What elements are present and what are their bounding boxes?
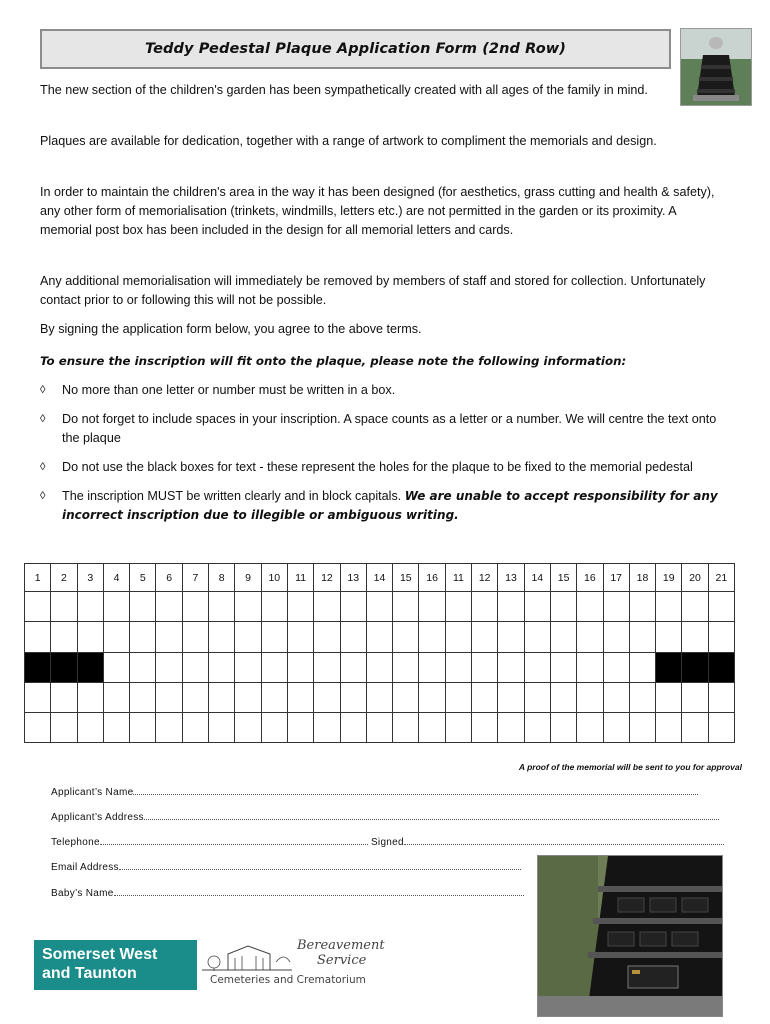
- letter-box-cell[interactable]: [498, 713, 524, 743]
- bullet-text: Do not forget to include spaces in your inscription. A space counts as a letter or a number. We will centre the text onto the plaque: [62, 412, 717, 445]
- letter-box-cell[interactable]: [393, 592, 419, 622]
- letter-box-cell[interactable]: [25, 713, 51, 743]
- letter-box-cell[interactable]: [708, 713, 734, 743]
- letter-box-cell[interactable]: [156, 682, 182, 712]
- letter-box-cell[interactable]: [629, 682, 655, 712]
- info-heading: To ensure the inscription will fit onto the plaque, please note the following information:: [40, 354, 627, 368]
- letter-box-cell[interactable]: [156, 652, 182, 682]
- letter-box-cell[interactable]: [708, 682, 734, 712]
- email-field[interactable]: [51, 860, 521, 873]
- email-label: Email Address: [51, 862, 119, 873]
- letter-box-cell[interactable]: [393, 652, 419, 682]
- letter-box-cell[interactable]: [314, 682, 340, 712]
- letter-box-cell[interactable]: [577, 592, 603, 622]
- letter-box-cell[interactable]: [708, 622, 734, 652]
- fixing-hole-cell: [77, 652, 103, 682]
- letter-box-cell[interactable]: [314, 622, 340, 652]
- diamond-icon: ◊: [40, 490, 46, 502]
- grid-row: [25, 592, 735, 622]
- letter-box-cell[interactable]: [550, 622, 576, 652]
- bullet-list: [40, 381, 730, 535]
- letter-box-cell[interactable]: [393, 622, 419, 652]
- grid-column-number: 18: [629, 564, 655, 592]
- telephone-label: Telephone: [51, 837, 100, 848]
- letter-box-cell[interactable]: [287, 622, 313, 652]
- cemeteries-text: Cemeteries and Crematorium: [210, 974, 366, 986]
- letter-box-cell[interactable]: [51, 592, 77, 622]
- letter-box-cell[interactable]: [419, 592, 445, 622]
- letter-box-cell[interactable]: [472, 713, 498, 743]
- applicant-address-field[interactable]: [51, 810, 719, 823]
- letter-box-cell[interactable]: [682, 713, 708, 743]
- letter-box-cell[interactable]: [656, 713, 682, 743]
- letter-box-cell[interactable]: [524, 592, 550, 622]
- logo-line-2: and Taunton: [42, 965, 137, 982]
- bullet-text: Do not use the black boxes for text - these represent the holes for the plaque to be fixed to the memorial pedestal: [62, 460, 693, 474]
- applicant-address-line[interactable]: [144, 810, 719, 820]
- letter-box-cell[interactable]: [235, 592, 261, 622]
- grid-column-number: 16: [419, 564, 445, 592]
- letter-box-cell[interactable]: [472, 592, 498, 622]
- letter-box-cell[interactable]: [51, 622, 77, 652]
- letter-box-cell[interactable]: [393, 713, 419, 743]
- letter-box-cell[interactable]: [209, 713, 235, 743]
- letter-box-cell[interactable]: [603, 652, 629, 682]
- grid-column-number: 16: [577, 564, 603, 592]
- bereavement-text: Bereavement: [297, 938, 385, 953]
- letter-box-cell[interactable]: [209, 652, 235, 682]
- letter-box-cell[interactable]: [209, 622, 235, 652]
- letter-box-cell[interactable]: [182, 682, 208, 712]
- letter-box-cell[interactable]: [603, 682, 629, 712]
- applicant-name-field[interactable]: [51, 785, 698, 798]
- letter-box-cell[interactable]: [629, 592, 655, 622]
- letter-box-cell[interactable]: [340, 622, 366, 652]
- grid-column-number: 19: [656, 564, 682, 592]
- letter-box-cell[interactable]: [445, 592, 471, 622]
- letter-box-cell[interactable]: [419, 713, 445, 743]
- signed-label: Signed: [370, 837, 404, 848]
- grid-header-row: [25, 564, 735, 592]
- letter-box-cell[interactable]: [235, 622, 261, 652]
- diamond-icon: ◊: [40, 384, 46, 396]
- letter-box-cell[interactable]: [182, 713, 208, 743]
- grid-row: [25, 682, 735, 712]
- diamond-icon: ◊: [40, 461, 46, 473]
- letter-box-cell[interactable]: [235, 652, 261, 682]
- bullet-emphasis: We are unable to accept responsibility for any incorrect inscription due to illegible or ambiguous writing.: [62, 489, 718, 522]
- letter-box-cell[interactable]: [314, 592, 340, 622]
- grid-column-number: 15: [393, 564, 419, 592]
- letter-box-cell[interactable]: [656, 592, 682, 622]
- letter-box-cell[interactable]: [103, 622, 129, 652]
- telephone-line[interactable]: [100, 835, 368, 845]
- letter-box-cell[interactable]: [524, 682, 550, 712]
- letter-box-cell[interactable]: [103, 713, 129, 743]
- telephone-field[interactable]: [51, 835, 724, 848]
- letter-box-cell[interactable]: [550, 713, 576, 743]
- grid-column-number: 13: [498, 564, 524, 592]
- letter-box-cell[interactable]: [103, 682, 129, 712]
- grid-column-number: 20: [682, 564, 708, 592]
- grid-column-number: 12: [314, 564, 340, 592]
- letter-box-cell[interactable]: [182, 652, 208, 682]
- letter-box-cell[interactable]: [472, 652, 498, 682]
- letter-box-cell[interactable]: [708, 592, 734, 622]
- letter-box-cell[interactable]: [156, 592, 182, 622]
- bullet-item: [40, 381, 730, 400]
- letter-box-cell[interactable]: [366, 713, 392, 743]
- letter-box-cell[interactable]: [366, 592, 392, 622]
- letter-box-cell[interactable]: [261, 682, 287, 712]
- applicant-name-line[interactable]: [133, 785, 698, 795]
- letter-box-cell[interactable]: [182, 592, 208, 622]
- service-text: Service: [317, 953, 367, 968]
- letter-box-cell[interactable]: [603, 592, 629, 622]
- grid-row: [25, 652, 735, 682]
- intro-paragraph-3: In order to maintain the children's area in the way it has been designed (for aesthetics, grass cutting and health & safety), any other form of memorialisation (trinkets, windmills, letters etc.) are not permitted in the garden or its proximity. A memorial post box has been included in the design for all memorial letters and cards.: [40, 185, 715, 237]
- letter-box-cell[interactable]: [51, 682, 77, 712]
- grid-column-number: 10: [261, 564, 287, 592]
- letter-box-cell[interactable]: [419, 682, 445, 712]
- letter-box-cell[interactable]: [130, 652, 156, 682]
- applicant-address-label: Applicant’s Address: [51, 812, 144, 823]
- letter-box-cell[interactable]: [261, 713, 287, 743]
- grid-column-number: 11: [445, 564, 471, 592]
- letter-box-cell[interactable]: [445, 652, 471, 682]
- pedestal-photo: [537, 855, 723, 1017]
- letter-box-cell[interactable]: [287, 682, 313, 712]
- grid-column-number: 14: [524, 564, 550, 592]
- intro-paragraph-1: The new section of the children's garden has been sympathetically created with all ages of the family in mind.: [40, 83, 648, 97]
- bullet-text: [62, 487, 730, 525]
- bullet-item: [40, 410, 730, 448]
- bullet-item: [40, 487, 730, 525]
- letter-box-cell[interactable]: [682, 682, 708, 712]
- fixing-hole-cell: [51, 652, 77, 682]
- fixing-hole-cell: [656, 652, 682, 682]
- letter-box-cell[interactable]: [524, 713, 550, 743]
- letter-box-cell[interactable]: [130, 592, 156, 622]
- letter-box-cell[interactable]: [629, 713, 655, 743]
- proof-note: A proof of the memorial will be sent to you for approval: [518, 762, 742, 772]
- bullet-text-plain: The inscription MUST be written clearly and in block capitals.: [62, 489, 402, 503]
- letter-box-cell[interactable]: [261, 592, 287, 622]
- grid-column-number: 11: [287, 564, 313, 592]
- letter-box-cell[interactable]: [25, 682, 51, 712]
- letter-box-cell[interactable]: [287, 652, 313, 682]
- grid-column-number: 9: [235, 564, 261, 592]
- building-icon: [200, 940, 295, 974]
- letter-box-cell[interactable]: [235, 682, 261, 712]
- letter-box-cell[interactable]: [340, 592, 366, 622]
- grid-column-number: 5: [130, 564, 156, 592]
- letter-box-cell[interactable]: [340, 682, 366, 712]
- page-title: Teddy Pedestal Plaque Application Form (2nd Row): [144, 41, 566, 57]
- letter-box-cell[interactable]: [550, 592, 576, 622]
- letter-box-cell[interactable]: [156, 713, 182, 743]
- applicant-name-label: Applicant’s Name: [51, 787, 134, 798]
- grid-column-number: 15: [550, 564, 576, 592]
- letter-box-cell[interactable]: [656, 682, 682, 712]
- letter-box-cell[interactable]: [629, 622, 655, 652]
- letter-box-cell[interactable]: [682, 622, 708, 652]
- letter-box-cell[interactable]: [340, 713, 366, 743]
- letter-box-cell[interactable]: [366, 622, 392, 652]
- letter-box-cell[interactable]: [287, 713, 313, 743]
- letter-box-cell[interactable]: [340, 652, 366, 682]
- letter-box-cell[interactable]: [682, 592, 708, 622]
- letter-box-cell[interactable]: [156, 622, 182, 652]
- grid-row: [25, 713, 735, 743]
- letter-box-cell[interactable]: [209, 592, 235, 622]
- bullet-item: [40, 458, 730, 477]
- letter-box-cell[interactable]: [472, 682, 498, 712]
- letter-box-cell[interactable]: [629, 652, 655, 682]
- grid-column-number: 17: [603, 564, 629, 592]
- fixing-hole-cell: [708, 652, 734, 682]
- letter-box-cell[interactable]: [103, 592, 129, 622]
- letter-box-cell[interactable]: [130, 622, 156, 652]
- grid-column-number: 7: [182, 564, 208, 592]
- intro-paragraph-4: Any additional memorialisation will immediately be removed by members of staff and stored for collection. Unfortunately contact prior to or following this will not be possible.: [40, 274, 706, 307]
- letter-box-cell[interactable]: [656, 622, 682, 652]
- intro-paragraph-5: By signing the application form below, you agree to the above terms.: [40, 322, 422, 336]
- email-line[interactable]: [119, 860, 521, 870]
- letter-box-cell[interactable]: [209, 682, 235, 712]
- grid-row: [25, 622, 735, 652]
- letter-box-cell[interactable]: [261, 652, 287, 682]
- letter-box-cell[interactable]: [393, 682, 419, 712]
- letter-box-cell[interactable]: [445, 713, 471, 743]
- letter-box-cell[interactable]: [130, 713, 156, 743]
- signed-line[interactable]: [404, 835, 724, 845]
- letter-box-cell[interactable]: [77, 682, 103, 712]
- letter-box-cell[interactable]: [366, 652, 392, 682]
- letter-box-cell[interactable]: [498, 682, 524, 712]
- bereavement-service-logo: [200, 940, 390, 990]
- letter-box-cell[interactable]: [498, 622, 524, 652]
- letter-box-cell[interactable]: [577, 652, 603, 682]
- letter-box-cell[interactable]: [314, 713, 340, 743]
- letter-box-cell[interactable]: [419, 652, 445, 682]
- letter-box-cell[interactable]: [77, 713, 103, 743]
- letter-box-cell[interactable]: [235, 713, 261, 743]
- letter-box-cell[interactable]: [577, 682, 603, 712]
- letter-box-cell[interactable]: [498, 592, 524, 622]
- letter-box-cell[interactable]: [130, 682, 156, 712]
- letter-box-cell[interactable]: [445, 622, 471, 652]
- fixing-hole-cell: [25, 652, 51, 682]
- grid-column-number: 6: [156, 564, 182, 592]
- somerset-west-logo: [34, 940, 197, 990]
- letter-box-cell[interactable]: [550, 682, 576, 712]
- grid-column-number: 4: [103, 564, 129, 592]
- letter-box-cell[interactable]: [603, 622, 629, 652]
- diamond-icon: ◊: [40, 413, 46, 425]
- letter-box-cell[interactable]: [445, 682, 471, 712]
- letter-box-cell[interactable]: [524, 652, 550, 682]
- letter-box-cell[interactable]: [261, 622, 287, 652]
- letter-box-cell[interactable]: [182, 622, 208, 652]
- letter-box-cell[interactable]: [366, 682, 392, 712]
- logo-line-1: Somerset West: [42, 946, 158, 963]
- grid-column-number: 3: [77, 564, 103, 592]
- letter-box-cell[interactable]: [603, 713, 629, 743]
- letter-box-cell[interactable]: [25, 592, 51, 622]
- letter-box-cell[interactable]: [419, 622, 445, 652]
- grid-column-number: 21: [708, 564, 734, 592]
- letter-box-cell[interactable]: [550, 652, 576, 682]
- bullet-text: No more than one letter or number must be written in a box.: [62, 383, 396, 397]
- letter-box-cell[interactable]: [577, 622, 603, 652]
- letter-box-cell[interactable]: [103, 652, 129, 682]
- letter-box-cell[interactable]: [524, 622, 550, 652]
- letter-box-cell[interactable]: [314, 652, 340, 682]
- letter-box-cell[interactable]: [77, 622, 103, 652]
- grid-column-number: 2: [51, 564, 77, 592]
- letter-box-cell[interactable]: [577, 713, 603, 743]
- grid-column-number: 13: [340, 564, 366, 592]
- letter-box-cell[interactable]: [287, 592, 313, 622]
- grid-column-number: 1: [25, 564, 51, 592]
- letter-box-cell[interactable]: [498, 652, 524, 682]
- inscription-grid: [24, 563, 735, 743]
- baby-name-field[interactable]: [51, 886, 524, 899]
- grid-column-number: 8: [209, 564, 235, 592]
- grid-column-number: 12: [472, 564, 498, 592]
- letter-box-cell[interactable]: [472, 622, 498, 652]
- title-box: [40, 29, 671, 69]
- letter-box-cell[interactable]: [51, 713, 77, 743]
- letter-box-cell[interactable]: [77, 592, 103, 622]
- intro-paragraph-2: Plaques are available for dedication, together with a range of artwork to compliment the memorials and design.: [40, 134, 657, 148]
- letter-box-cell[interactable]: [25, 622, 51, 652]
- grid-column-number: 14: [366, 564, 392, 592]
- fixing-hole-cell: [682, 652, 708, 682]
- baby-name-label: Baby’s Name: [51, 888, 114, 899]
- baby-name-line[interactable]: [114, 886, 524, 896]
